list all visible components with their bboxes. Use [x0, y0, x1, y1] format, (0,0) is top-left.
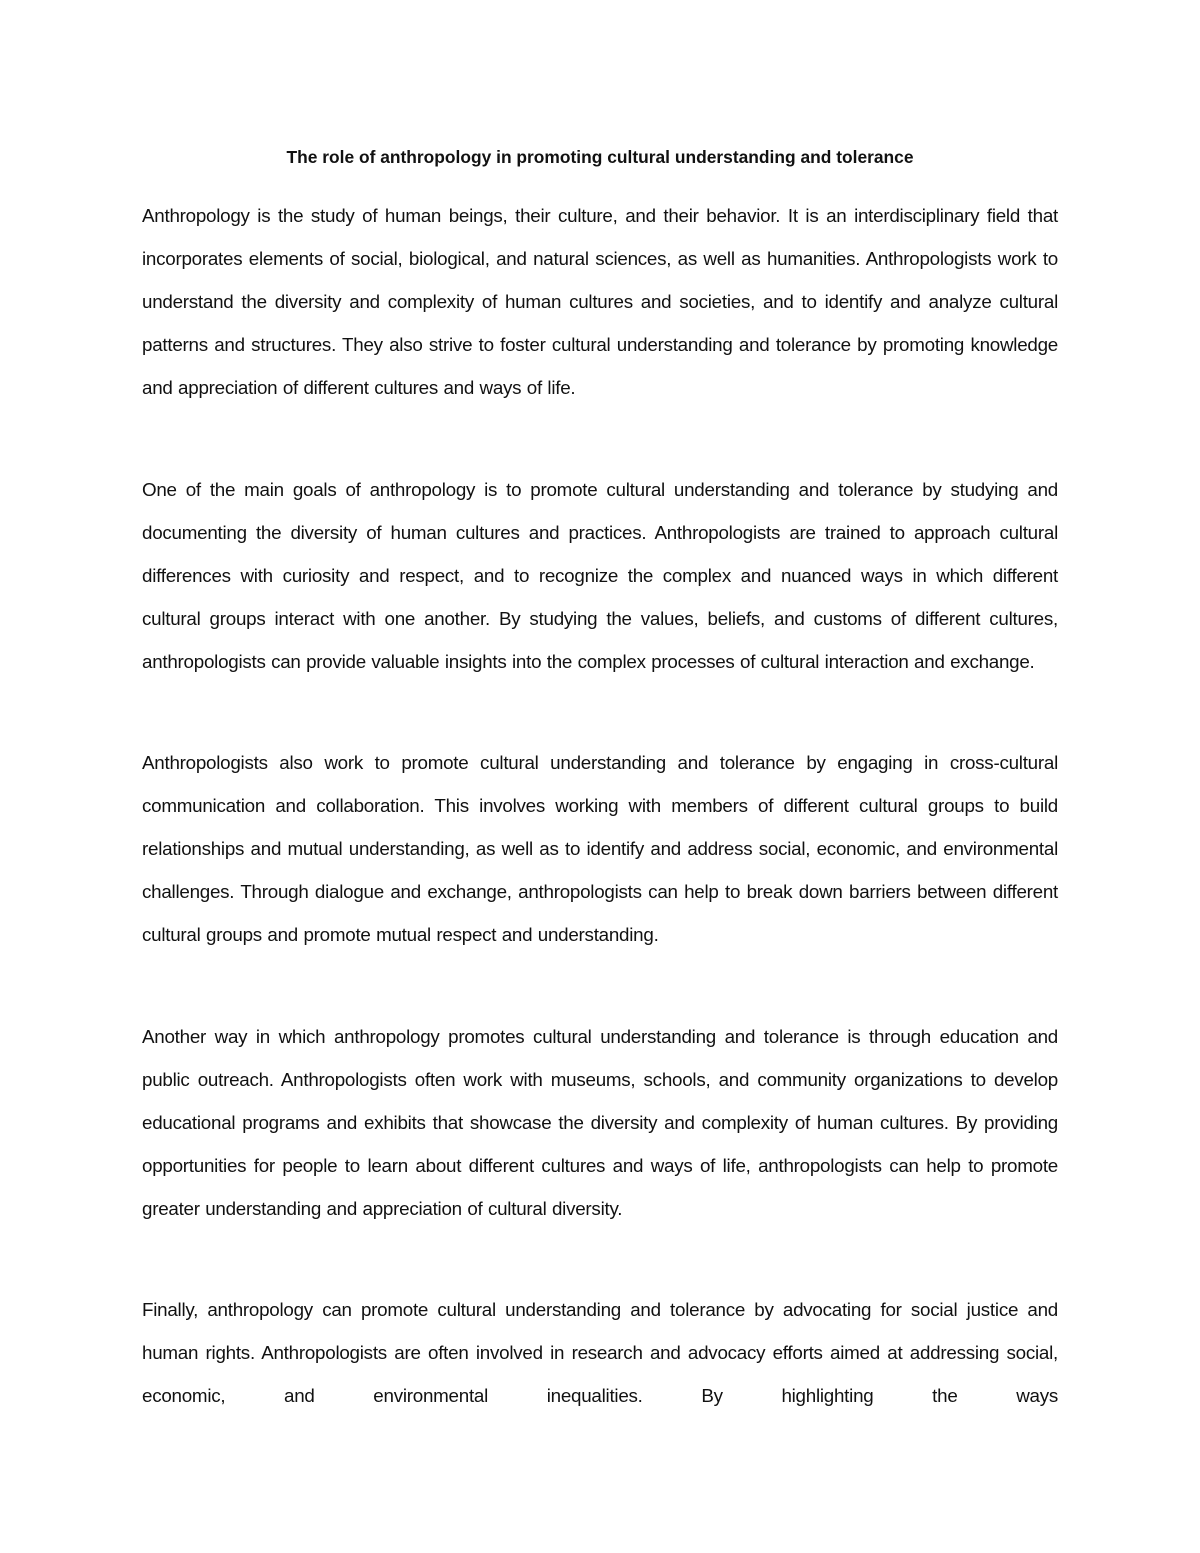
paragraph-5: Finally, anthropology can promote cultural understanding and tolerance by advocating for social justice and human rights. Anthropologists are often involved in research and advocacy efforts aimed at addressing social, economic, and environmental inequalities. By highlighting the ways: [142, 1299, 1058, 1407]
paragraph-3: Anthropologists also work to promote cultural understanding and tolerance by engaging in cross-cultural communication and collaboration. This involves working with members of different cultural groups to build relationships and mutual understanding, as well as to identify and address social, economic, and environmental challenges. Through dialogue and exchange, anthropologists can help to break down barriers between different cultural groups and promote mutual respect and understanding.: [142, 752, 1058, 946]
paragraph-2: One of the main goals of anthropology is to promote cultural understanding and tolerance by studying and documenting the diversity of human cultures and practices. Anthropologists are trained to approach cultural differences with curiosity and respect, and to recognize the complex and nuanced ways in which different cultural groups interact with one another. By studying the values, beliefs, and customs of different cultures, anthropologists can provide valuable insights into the complex processes of cultural interaction and exchange.: [142, 479, 1058, 673]
document-title: The role of anthropology in promoting cultural understanding and tolerance: [286, 147, 914, 167]
paragraph-1: Anthropology is the study of human beings, their culture, and their behavior. It is an interdisciplinary field that incorporates elements of social, biological, and natural sciences, as well as humanities. Anthropologists work to understand the diversity and complexity of human cultures and societies, and to identify and analyze cultural patterns and structures. They also strive to foster cultural understanding and tolerance by promoting knowledge and appreciation of different cultures and ways of life.: [142, 205, 1058, 399]
paragraph-4: Another way in which anthropology promotes cultural understanding and tolerance is through education and public outreach. Anthropologists often work with museums, schools, and community organizations to develop educational programs and exhibits that showcase the diversity and complexity of human cultures. By providing opportunities for people to learn about different cultures and ways of life, anthropologists can help to promote greater understanding and appreciation of cultural diversity.: [142, 1026, 1058, 1220]
